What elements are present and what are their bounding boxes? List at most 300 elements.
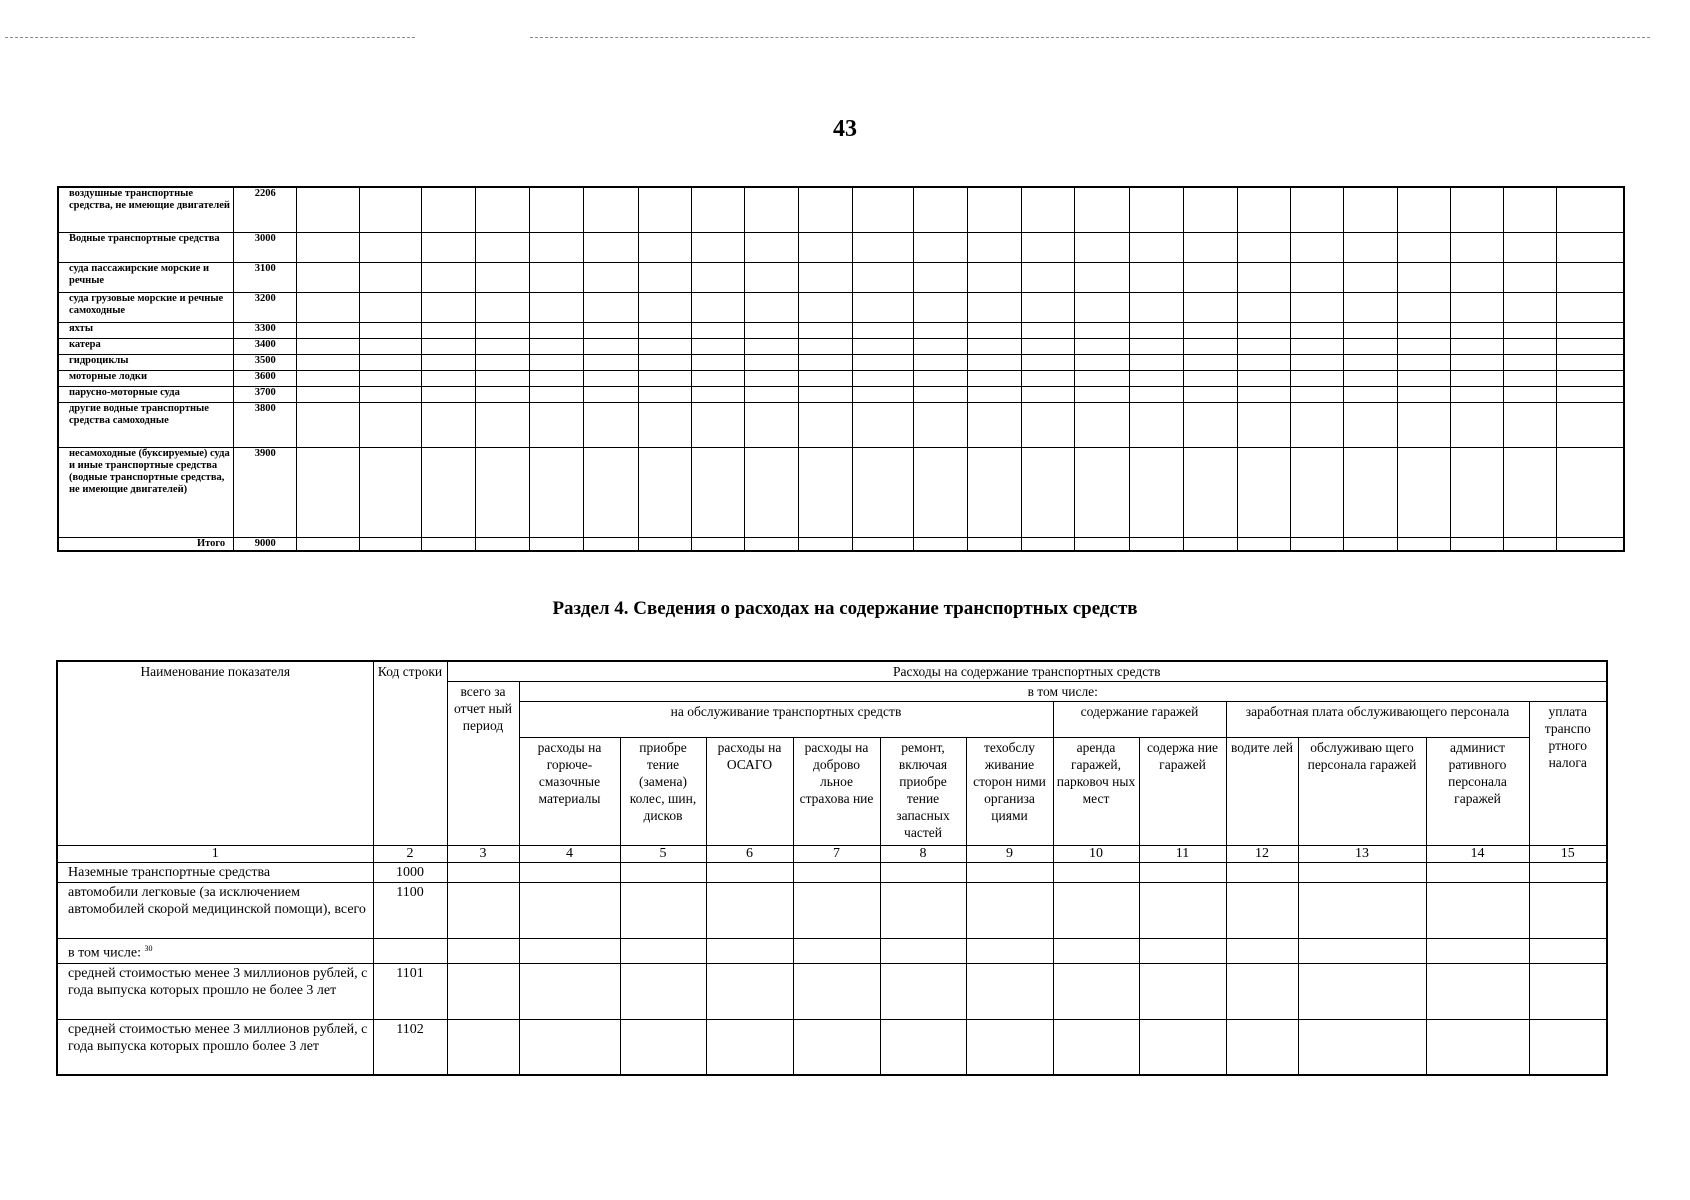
row-name: [57, 939, 373, 964]
empty-cell: [584, 187, 638, 232]
header-garages: содержание гаражей: [1053, 702, 1226, 738]
empty-cell: [1344, 354, 1397, 370]
empty-cell: [852, 338, 913, 354]
empty-cell: [1183, 537, 1237, 551]
empty-cell: [691, 262, 744, 292]
empty-cell: [1426, 939, 1529, 964]
empty-cell: [297, 354, 359, 370]
empty-cell: [913, 187, 967, 232]
empty-cell: [967, 187, 1021, 232]
column-number: 15: [1529, 846, 1607, 863]
row-name: Водные транспортные средства: [58, 232, 234, 262]
empty-cell: [421, 354, 475, 370]
empty-cell: [1053, 883, 1139, 939]
table-row: [58, 187, 1624, 232]
empty-cell: [691, 292, 744, 322]
empty-cell: [1075, 354, 1129, 370]
empty-cell: [1298, 883, 1426, 939]
empty-cell: [1397, 537, 1450, 551]
header-garage-upkeep: содержа ние гаражей: [1139, 738, 1226, 846]
row-name: суда пассажирские морские и речные: [58, 262, 234, 292]
empty-cell: [447, 863, 519, 883]
empty-cell: [1075, 338, 1129, 354]
empty-cell: [1129, 292, 1183, 322]
empty-cell: [966, 939, 1053, 964]
empty-cell: [967, 537, 1021, 551]
empty-cell: [1557, 402, 1624, 447]
empty-cell: [913, 402, 967, 447]
empty-cell: [530, 370, 584, 386]
empty-cell: [745, 322, 799, 338]
empty-cell: [1237, 386, 1290, 402]
empty-cell: [421, 262, 475, 292]
empty-cell: [967, 370, 1021, 386]
empty-cell: [1129, 322, 1183, 338]
table-row: [58, 402, 1624, 447]
empty-cell: [1450, 322, 1503, 338]
empty-cell: [691, 354, 744, 370]
empty-cell: [476, 537, 530, 551]
empty-cell: [1053, 863, 1139, 883]
expenses-table: [56, 660, 1608, 1076]
empty-cell: [1291, 292, 1344, 322]
empty-cell: [1503, 292, 1556, 322]
empty-cell: [706, 1019, 793, 1075]
column-number: 13: [1298, 846, 1426, 863]
empty-cell: [1053, 939, 1139, 964]
empty-cell: [1291, 402, 1344, 447]
empty-cell: [793, 863, 880, 883]
row-code: [373, 939, 447, 964]
empty-cell: [799, 292, 852, 322]
empty-cell: [421, 370, 475, 386]
table-row: [57, 939, 1607, 964]
empty-cell: [1075, 187, 1129, 232]
row-code: 3000: [234, 232, 297, 262]
empty-cell: [1503, 322, 1556, 338]
empty-cell: [519, 963, 620, 1019]
empty-cell: [793, 939, 880, 964]
row-name-text: автомобили легковые (за исключением автомобилей скорой медицинской помощи), всего: [68, 885, 366, 917]
empty-cell: [1183, 187, 1237, 232]
column-numbers-row: [57, 846, 1607, 863]
empty-cell: [745, 338, 799, 354]
empty-cell: [1139, 1019, 1226, 1075]
empty-cell: [1183, 232, 1237, 262]
empty-cell: [359, 292, 421, 322]
column-number: 1: [57, 846, 373, 863]
empty-cell: [799, 354, 852, 370]
row-code: 3100: [234, 262, 297, 292]
empty-cell: [691, 386, 744, 402]
empty-cell: [1397, 338, 1450, 354]
empty-cell: [1075, 402, 1129, 447]
empty-cell: [620, 883, 706, 939]
row-name-text: средней стоимостью менее 3 миллионов рублей, с года выпуска которых прошло не более 3 лет: [68, 965, 368, 998]
empty-cell: [1139, 939, 1226, 964]
table-row: [58, 386, 1624, 402]
empty-cell: [1344, 187, 1397, 232]
empty-cell: [1022, 537, 1075, 551]
empty-cell: [1529, 939, 1607, 964]
empty-cell: [880, 863, 966, 883]
header-including: в том числе:: [519, 682, 1607, 702]
vehicle-count-table: [57, 186, 1625, 552]
empty-cell: [1291, 537, 1344, 551]
empty-cell: [530, 537, 584, 551]
header-repair: ремонт, включая приобре тение запасных частей: [880, 738, 966, 846]
empty-cell: [1237, 262, 1290, 292]
empty-cell: [584, 386, 638, 402]
empty-cell: [967, 232, 1021, 262]
empty-cell: [1450, 447, 1503, 537]
empty-cell: [745, 187, 799, 232]
empty-cell: [1075, 232, 1129, 262]
empty-cell: [297, 292, 359, 322]
empty-cell: [1226, 863, 1298, 883]
empty-cell: [584, 338, 638, 354]
empty-cell: [638, 537, 691, 551]
empty-cell: [1129, 537, 1183, 551]
table-row: [57, 1019, 1607, 1075]
empty-cell: [1450, 232, 1503, 262]
table-row: [57, 883, 1607, 939]
empty-cell: [1426, 963, 1529, 1019]
row-name: парусно-моторные суда: [58, 386, 234, 402]
empty-cell: [1129, 386, 1183, 402]
header-code: Код строки: [373, 661, 447, 846]
table-row: [58, 262, 1624, 292]
empty-cell: [799, 322, 852, 338]
header-voluntary: расходы на доброво льное страхова ние: [793, 738, 880, 846]
empty-cell: [1237, 292, 1290, 322]
empty-cell: [1053, 963, 1139, 1019]
empty-cell: [1450, 370, 1503, 386]
empty-cell: [620, 1019, 706, 1075]
empty-cell: [297, 402, 359, 447]
empty-cell: [519, 883, 620, 939]
empty-cell: [1291, 262, 1344, 292]
empty-cell: [1397, 386, 1450, 402]
empty-cell: [745, 537, 799, 551]
table-row: [57, 963, 1607, 1019]
empty-cell: [1450, 338, 1503, 354]
empty-cell: [1557, 262, 1624, 292]
empty-cell: [1397, 354, 1450, 370]
empty-cell: [852, 537, 913, 551]
column-number: 7: [793, 846, 880, 863]
empty-cell: [1344, 292, 1397, 322]
empty-cell: [1291, 338, 1344, 354]
table-row: [58, 232, 1624, 262]
empty-cell: [1344, 402, 1397, 447]
empty-cell: [421, 447, 475, 537]
empty-cell: [1237, 537, 1290, 551]
row-name: несамоходные (буксируемые) суда и иные транспортные средства (водные транспортные средства, не имеющие двигателей): [58, 447, 234, 537]
empty-cell: [421, 386, 475, 402]
empty-cell: [1022, 187, 1075, 232]
empty-cell: [1298, 1019, 1426, 1075]
header-expenses: Расходы на содержание транспортных средств: [447, 661, 1607, 682]
empty-cell: [1529, 863, 1607, 883]
row-name: воздушные транспортные средства, не имеющие двигателей: [58, 187, 234, 232]
empty-cell: [1226, 1019, 1298, 1075]
empty-cell: [913, 370, 967, 386]
empty-cell: [706, 863, 793, 883]
row-code: 3800: [234, 402, 297, 447]
empty-cell: [799, 370, 852, 386]
empty-cell: [913, 338, 967, 354]
row-code: 1101: [373, 963, 447, 1019]
table-row: [58, 370, 1624, 386]
empty-cell: [1022, 402, 1075, 447]
empty-cell: [1450, 292, 1503, 322]
table-row: [57, 863, 1607, 883]
empty-cell: [1183, 338, 1237, 354]
empty-cell: [530, 402, 584, 447]
empty-cell: [359, 402, 421, 447]
empty-cell: [1075, 370, 1129, 386]
empty-cell: [852, 322, 913, 338]
empty-cell: [1344, 447, 1397, 537]
column-number: 3: [447, 846, 519, 863]
header-garage-staff: обслуживаю щего персонала гаражей: [1298, 738, 1426, 846]
empty-cell: [584, 370, 638, 386]
empty-cell: [1450, 402, 1503, 447]
empty-cell: [1075, 322, 1129, 338]
empty-cell: [852, 292, 913, 322]
empty-cell: [913, 537, 967, 551]
row-code: 1000: [373, 863, 447, 883]
empty-cell: [359, 262, 421, 292]
empty-cell: [745, 354, 799, 370]
empty-cell: [519, 863, 620, 883]
empty-cell: [1397, 292, 1450, 322]
column-number: 10: [1053, 846, 1139, 863]
empty-cell: [691, 370, 744, 386]
empty-cell: [297, 232, 359, 262]
empty-cell: [620, 863, 706, 883]
empty-cell: [297, 338, 359, 354]
empty-cell: [584, 354, 638, 370]
empty-cell: [793, 963, 880, 1019]
column-number: 11: [1139, 846, 1226, 863]
empty-cell: [638, 292, 691, 322]
column-number: 6: [706, 846, 793, 863]
empty-cell: [638, 322, 691, 338]
empty-cell: [967, 386, 1021, 402]
empty-cell: [519, 939, 620, 964]
header-tires: приобре тение (замена) колес, шин, дисков: [620, 738, 706, 846]
empty-cell: [1397, 370, 1450, 386]
empty-cell: [1557, 322, 1624, 338]
empty-cell: [691, 322, 744, 338]
empty-cell: [1426, 863, 1529, 883]
empty-cell: [799, 338, 852, 354]
empty-cell: [852, 187, 913, 232]
empty-cell: [359, 447, 421, 537]
empty-cell: [638, 187, 691, 232]
empty-cell: [530, 447, 584, 537]
empty-cell: [476, 447, 530, 537]
row-name: суда грузовые морские и речные самоходные: [58, 292, 234, 322]
empty-cell: [421, 402, 475, 447]
total-label: Итого: [58, 537, 234, 551]
empty-cell: [852, 232, 913, 262]
empty-cell: [1344, 370, 1397, 386]
empty-cell: [967, 354, 1021, 370]
empty-cell: [530, 354, 584, 370]
row-code: 3300: [234, 322, 297, 338]
empty-cell: [1557, 187, 1624, 232]
empty-cell: [880, 883, 966, 939]
empty-cell: [1503, 386, 1556, 402]
row-code: 3900: [234, 447, 297, 537]
header-rent: аренда гаражей, парковоч ных мест: [1053, 738, 1139, 846]
empty-cell: [852, 402, 913, 447]
empty-cell: [1291, 386, 1344, 402]
empty-cell: [745, 402, 799, 447]
empty-cell: [1022, 370, 1075, 386]
empty-cell: [1298, 863, 1426, 883]
empty-cell: [421, 187, 475, 232]
header-osago: расходы на ОСАГО: [706, 738, 793, 846]
empty-cell: [1022, 292, 1075, 322]
empty-cell: [745, 447, 799, 537]
empty-cell: [691, 232, 744, 262]
empty-cell: [966, 963, 1053, 1019]
empty-cell: [620, 963, 706, 1019]
header-admin-staff: админист ративного персонала гаражей: [1426, 738, 1529, 846]
empty-cell: [745, 386, 799, 402]
empty-cell: [913, 386, 967, 402]
empty-cell: [638, 338, 691, 354]
empty-cell: [359, 370, 421, 386]
empty-cell: [691, 187, 744, 232]
empty-cell: [1344, 262, 1397, 292]
empty-cell: [638, 262, 691, 292]
empty-cell: [421, 537, 475, 551]
header-tax: уплата транспо ртного налога: [1529, 702, 1607, 846]
empty-cell: [691, 537, 744, 551]
table-row: [58, 322, 1624, 338]
empty-cell: [359, 322, 421, 338]
empty-cell: [1344, 338, 1397, 354]
empty-cell: [1503, 187, 1556, 232]
empty-cell: [1139, 883, 1226, 939]
empty-cell: [913, 262, 967, 292]
row-code: 3700: [234, 386, 297, 402]
empty-cell: [584, 232, 638, 262]
empty-cell: [519, 1019, 620, 1075]
empty-cell: [476, 262, 530, 292]
empty-cell: [530, 338, 584, 354]
table-row: [58, 354, 1624, 370]
empty-cell: [530, 187, 584, 232]
empty-cell: [967, 338, 1021, 354]
column-number: 12: [1226, 846, 1298, 863]
empty-cell: [1503, 447, 1556, 537]
empty-cell: [1291, 187, 1344, 232]
empty-cell: [1291, 447, 1344, 537]
empty-cell: [745, 370, 799, 386]
empty-cell: [799, 386, 852, 402]
empty-cell: [1344, 232, 1397, 262]
empty-cell: [880, 1019, 966, 1075]
empty-cell: [1291, 322, 1344, 338]
empty-cell: [1237, 338, 1290, 354]
row-name: гидроциклы: [58, 354, 234, 370]
empty-cell: [1226, 883, 1298, 939]
empty-cell: [1075, 537, 1129, 551]
row-name-text: в том числе:: [68, 945, 141, 961]
empty-cell: [1450, 187, 1503, 232]
empty-cell: [530, 292, 584, 322]
empty-cell: [359, 187, 421, 232]
empty-cell: [620, 939, 706, 964]
empty-cell: [1450, 537, 1503, 551]
empty-cell: [530, 262, 584, 292]
empty-cell: [421, 292, 475, 322]
empty-cell: [793, 1019, 880, 1075]
empty-cell: [297, 187, 359, 232]
total-code: 9000: [234, 537, 297, 551]
empty-cell: [852, 262, 913, 292]
empty-cell: [359, 354, 421, 370]
row-name: моторные лодки: [58, 370, 234, 386]
empty-cell: [1129, 262, 1183, 292]
empty-cell: [638, 447, 691, 537]
empty-cell: [1291, 354, 1344, 370]
empty-cell: [584, 402, 638, 447]
empty-cell: [913, 322, 967, 338]
header-fuel: расходы на горюче-смазочные материалы: [519, 738, 620, 846]
row-code: 3600: [234, 370, 297, 386]
empty-cell: [359, 232, 421, 262]
empty-cell: [447, 963, 519, 1019]
header-third-party: техобслу живание сторон ними организа циями: [966, 738, 1053, 846]
scan-line-right: [530, 37, 1650, 38]
empty-cell: [584, 322, 638, 338]
empty-cell: [1503, 370, 1556, 386]
empty-cell: [297, 370, 359, 386]
empty-cell: [1397, 402, 1450, 447]
empty-cell: [1237, 322, 1290, 338]
empty-cell: [1183, 292, 1237, 322]
row-code: 3400: [234, 338, 297, 354]
empty-cell: [584, 262, 638, 292]
empty-cell: [1557, 370, 1624, 386]
scan-line-left: [5, 37, 415, 38]
empty-cell: [421, 338, 475, 354]
empty-cell: [967, 402, 1021, 447]
empty-cell: [1129, 370, 1183, 386]
empty-cell: [799, 232, 852, 262]
empty-cell: [584, 447, 638, 537]
empty-cell: [1397, 447, 1450, 537]
empty-cell: [1529, 963, 1607, 1019]
empty-cell: [1503, 262, 1556, 292]
empty-cell: [706, 883, 793, 939]
empty-cell: [913, 292, 967, 322]
empty-cell: [297, 322, 359, 338]
empty-cell: [447, 1019, 519, 1075]
row-name: [57, 963, 373, 1019]
row-name: [57, 1019, 373, 1075]
empty-cell: [297, 537, 359, 551]
empty-cell: [1183, 447, 1237, 537]
empty-cell: [1075, 292, 1129, 322]
